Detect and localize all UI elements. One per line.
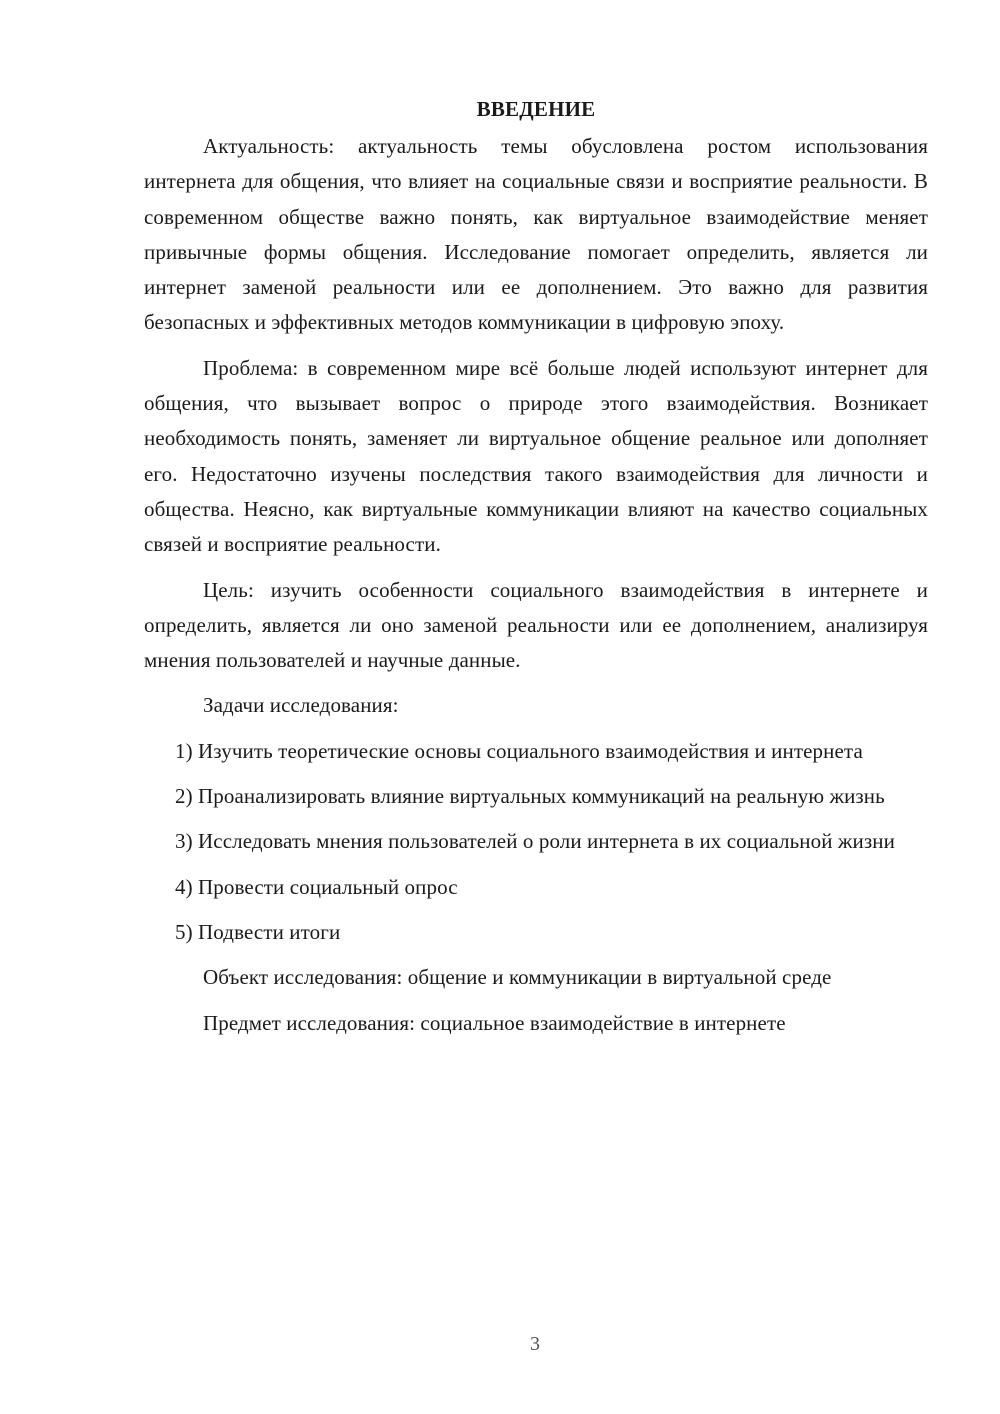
paragraph-tasks-heading: Задачи исследования: [203, 693, 399, 718]
paragraph-problem: Проблема: в современном мире всё больше людей используют интернет для общения, что вызывает вопрос о природе этого взаимодействия. Возникает необходимость понять, заменяет ли виртуальное общение реальное или дополняет его. Недостаточно изучены последствия такого взаимодействия для личности и общества. Неясно, как виртуальные коммуникации влияют на качество социальных связей и восприятие реальности. [144, 355, 928, 557]
paragraph-subject: Предмет исследования: социальное взаимодействие в интернете [203, 1010, 786, 1035]
task-item-4: 4) Провести социальный опрос [175, 874, 458, 899]
paragraph-goal: Цель: изучить особенности социального взаимодействия в интернете и определить, является ли оно заменой реальности или ее дополнением, анализируя мнения пользователей и научные данные. [144, 577, 928, 673]
document-page [144, 92, 928, 1051]
page-number: 3 [530, 1333, 540, 1355]
task-item-1: 1) Изучить теоретические основы социального взаимодействия и интернета [175, 738, 863, 763]
task-item-2: 2) Проанализировать влияние виртуальных коммуникаций на реальную жизнь [175, 784, 885, 809]
task-item-3: 3) Исследовать мнения пользователей о роли интернета в их социальной жизни [175, 829, 895, 854]
task-item-5: 5) Подвести итоги [175, 919, 341, 944]
paragraph-relevance: Актуальность: актуальность темы обусловлена ростом использования интернета для общения, что влияет на социальные связи и восприятие реальности. В современном обществе важно понять, как виртуальное взаимодействие меняет привычные формы общения. Исследование помогает определить, является ли интернет заменой реальности или ее дополнением. Это важно для развития безопасных и эффективных методов коммуникации в цифровую эпоху. [144, 134, 928, 335]
page-title: ВВЕДЕНИЕ [476, 97, 596, 121]
paragraph-object: Объект исследования: общение и коммуникации в виртуальной среде [203, 965, 832, 990]
